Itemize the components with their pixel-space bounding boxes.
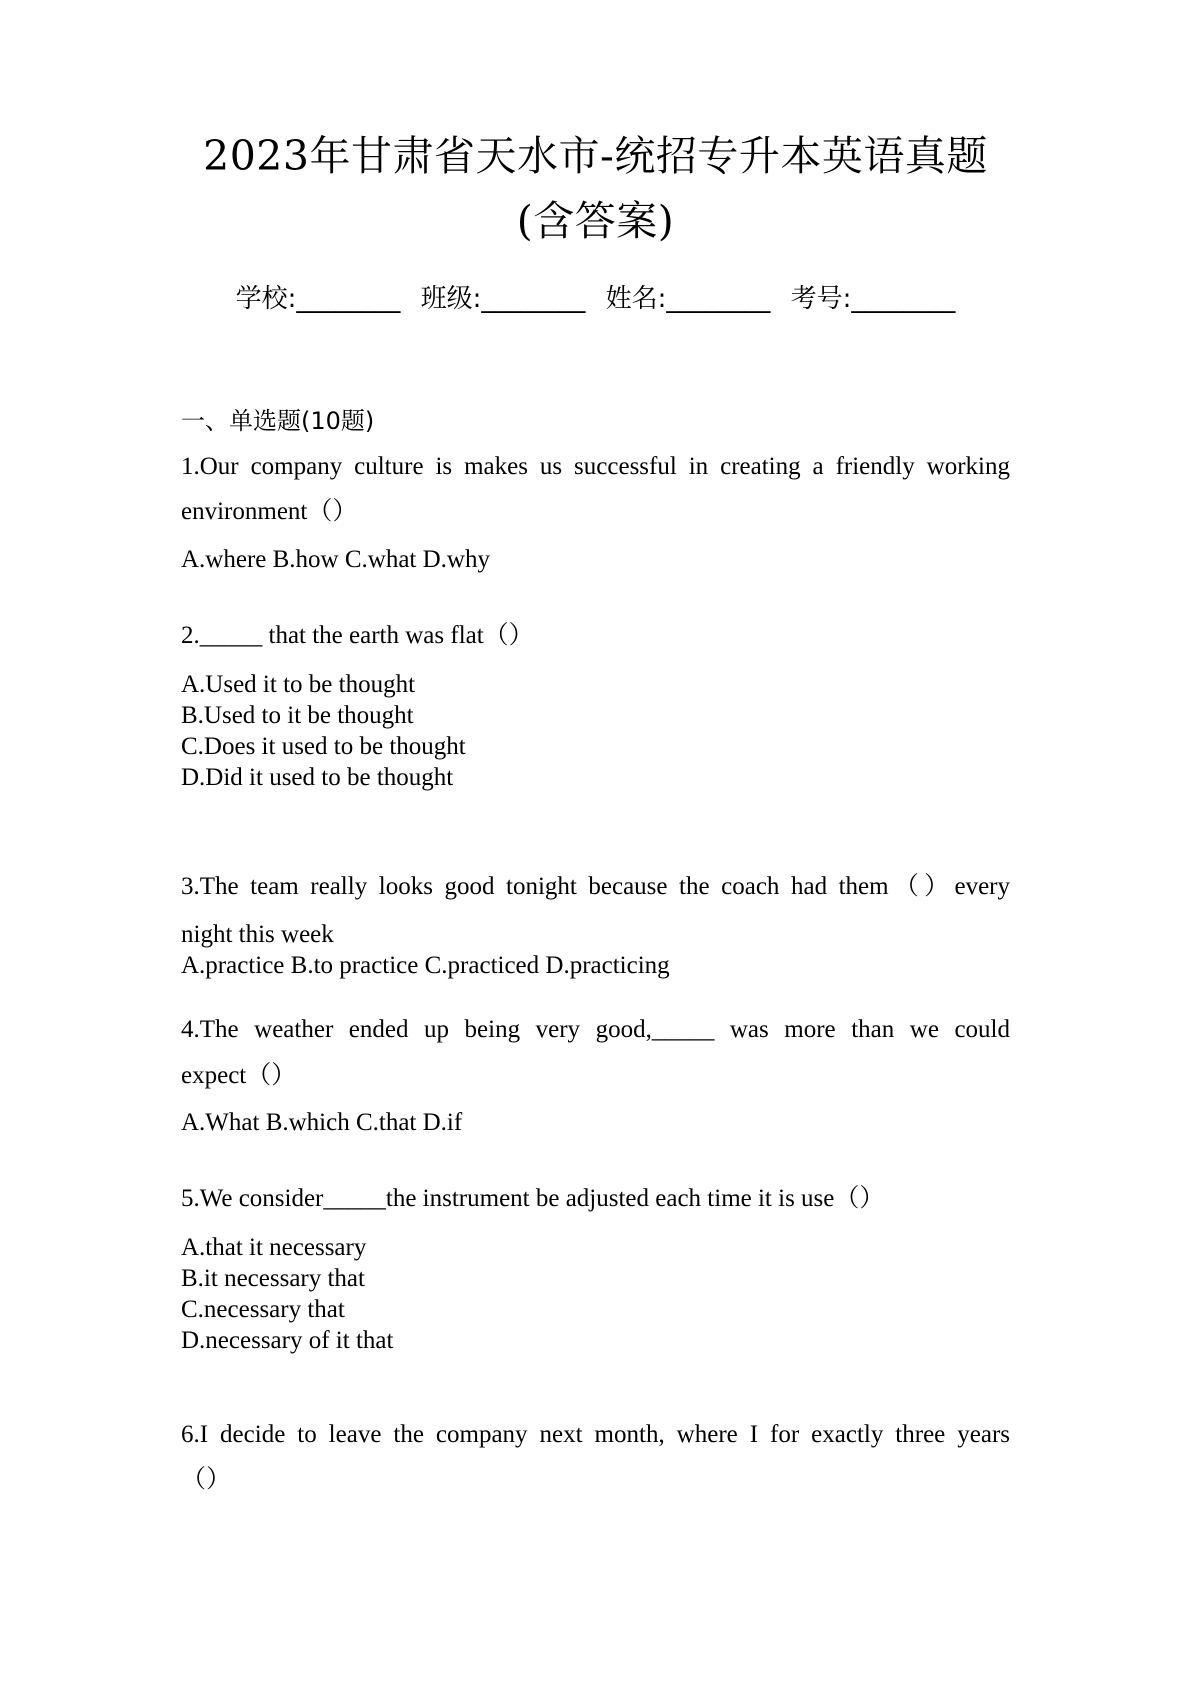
question-2-line-1: 2._____ that the earth was flat（）	[181, 622, 534, 649]
question-5-option-d: D.necessary of it that	[181, 1327, 394, 1354]
document-title-line-1: 2023年甘肃省天水市-统招专升本英语真题	[203, 132, 988, 180]
question-2-option-b: B.Used to it be thought	[181, 702, 414, 729]
question-5-option-b: B.it necessary that	[181, 1265, 365, 1292]
exam-number-field: 考号:________	[790, 284, 956, 314]
question-5-line-1: 5.We consider_____the instrument be adjusted each time it is use（）	[181, 1185, 885, 1212]
question-1-options: A.where B.how C.what D.why	[181, 546, 490, 573]
question-3-line-2: night this week	[181, 921, 334, 948]
question-5-option-c: C.necessary that	[181, 1296, 345, 1323]
name-field: 姓名:________	[605, 284, 771, 314]
question-4-line-1: 4.The weather ended up being very good,_____ was more than we could	[181, 1016, 1010, 1043]
question-4-line-2: expect（）	[181, 1062, 297, 1089]
question-4-options: A.What B.which C.that D.if	[181, 1109, 463, 1136]
question-3-options: A.practice B.to practice C.practiced D.practicing	[181, 952, 670, 979]
section-heading: 一、单选题(10题)	[181, 407, 375, 435]
question-1-line-2: environment（）	[181, 498, 358, 525]
question-6-line-1: 6.I decide to leave the company next month, where I for exactly three years	[181, 1421, 1010, 1448]
question-2-option-c: C.Does it used to be thought	[181, 733, 466, 760]
question-2-option-d: D.Did it used to be thought	[181, 764, 454, 791]
question-2-option-a: A.Used it to be thought	[181, 671, 416, 698]
question-3-line-1: 3.The team really looks good tonight because the coach had them（）every	[181, 873, 1010, 900]
question-5-option-a: A.that it necessary	[181, 1234, 367, 1261]
student-info-row	[0, 278, 1191, 315]
question-1-line-1: 1.Our company culture is makes us successful in creating a friendly working	[181, 453, 1010, 480]
question-6-line-2: （）	[181, 1466, 232, 1493]
school-field: 学校:________	[235, 284, 401, 314]
document-title-line-2: (含答案)	[516, 197, 675, 245]
class-field: 班级:________	[420, 284, 586, 314]
